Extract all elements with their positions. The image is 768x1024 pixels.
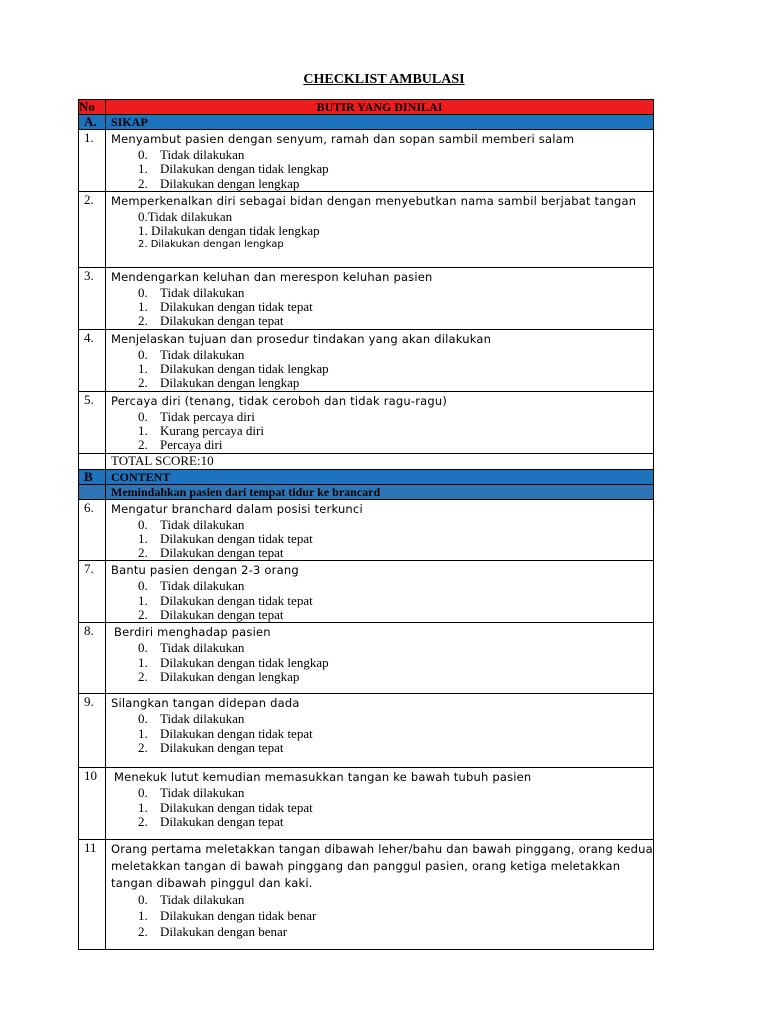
option: 0. Tidak dilakukan [138,346,245,362]
section-b-label: CONTENT [106,469,654,484]
total-score-row [79,453,654,469]
item-number: 1. [79,130,106,192]
option: 1. Kurang percaya diri [138,422,264,438]
table-row [79,694,654,768]
item-number: 3. [79,267,106,329]
option: 2. Dilakukan dengan tepat [138,739,284,755]
option: 1. Dilakukan dengan tidak tepat [138,799,313,815]
item-text: Silangkan tangan didepan dada [111,696,300,711]
table-row [79,840,654,950]
item-number: 8. [79,623,106,694]
section-b-row [79,469,654,484]
option: 2. Dilakukan dengan tepat [138,545,284,561]
item-number: 2. [79,191,106,267]
table-row [79,623,654,694]
item-text: Bantu pasien dengan 2-3 orang [111,563,299,578]
option: 2. Dilakukan dengan tepat [138,313,284,329]
table-row [79,267,654,329]
header-no: No [79,100,106,115]
option: 2. Dilakukan dengan lengkap [138,668,300,684]
section-a-row [79,115,654,130]
option: 2. Percaya diri [138,437,223,453]
subsection-b-label: Memindahkan pasien dari tempat tidur ke brancard [106,484,654,499]
table-row [79,768,654,840]
table-row [79,561,654,623]
option: 1. Dilakukan dengan tidak lengkap [138,361,329,377]
header-row [79,100,654,115]
table-row [79,130,654,192]
item-text: Berdiri menghadap pasien [114,625,271,640]
total-score: TOTAL SCORE:10 [106,453,654,469]
option: 0. Tidak dilakukan [138,284,245,300]
header-butir: BUTIR YANG DINILAI [106,100,654,115]
option: 0. Tidak dilakukan [138,892,245,908]
item-number: 5. [79,391,106,453]
item-number: 4. [79,329,106,391]
option: 0.Tidak dilakukan [138,208,233,224]
option: 0. Tidak dilakukan [138,578,245,594]
option: 0. Tidak percaya diri [138,408,255,424]
checklist-table [78,99,654,950]
item-text: Mendengarkan keluhan dan merespon keluhan pasien [111,269,433,284]
option: 2. Dilakukan dengan tepat [138,607,284,623]
item-number: 10 [79,768,106,840]
item-text: Percaya diri (tenang, tidak ceroboh dan tidak ragu-ragu) [111,393,448,408]
item-number: 7. [79,561,106,623]
option: 1. Dilakukan dengan tidak benar [138,908,317,924]
item-text: Menjelaskan tujuan dan prosedur tindakan yang akan dilakukan [111,331,492,346]
option: 2. Dilakukan dengan lengkap [138,239,284,251]
option: 0. Tidak dilakukan [138,785,245,801]
section-a-no: A. [79,115,106,130]
item-text: Menekuk lutut kemudian memasukkan tangan ke bawah tubuh pasien [114,770,532,785]
option: 1. Dilakukan dengan tidak lengkap [138,654,329,670]
option: 1. Dilakukan dengan tidak tepat [138,299,313,315]
table-row [79,499,654,561]
section-a-label: SIKAP [106,115,654,130]
table-row [79,329,654,391]
option: 1. Dilakukan dengan tidak tepat [138,725,313,741]
option: 2. Dilakukan dengan lengkap [138,175,300,191]
option: 0. Tidak dilakukan [138,640,245,656]
subsection-b-row [79,484,654,499]
table-row [79,391,654,453]
item-number: 11 [79,840,106,950]
item-text: Menyambut pasien dengan senyum, ramah dan sopan sambil memberi salam [111,132,575,146]
option: 1. Dilakukan dengan tidak lengkap [138,223,320,239]
option: 2. Dilakukan dengan benar [138,924,288,940]
section-b-no: B [79,469,106,484]
page-title: CHECKLIST AMBULASI [303,72,465,87]
option: 2. Dilakukan dengan tepat [138,813,284,829]
item-number: 6. [79,499,106,561]
table-row [79,191,654,267]
item-text: Orang pertama meletakkan tangan dibawah leher/bahu dan bawah pinggang, orang kedua meletakkan tangan di bawah pinggang dan panggul pasien, orang ketiga meletakkan tangan dibawah pinggul dan kaki. [111,842,653,891]
option: 1. Dilakukan dengan tidak lengkap [138,161,329,177]
option: 1. Dilakukan dengan tidak tepat [138,592,313,608]
option: 2. Dilakukan dengan lengkap [138,375,300,391]
option: 0. Tidak dilakukan [138,711,245,727]
item-text: Memperkenalkan diri sebagai bidan dengan menyebutkan nama sambil berjabat tangan [111,193,637,208]
option: 0. Tidak dilakukan [138,147,245,162]
item-text: Mengatur branchard dalam posisi terkunci [111,501,363,516]
option: 0. Tidak dilakukan [138,516,245,532]
item-number: 9. [79,694,106,768]
option: 1. Dilakukan dengan tidak tepat [138,530,313,546]
